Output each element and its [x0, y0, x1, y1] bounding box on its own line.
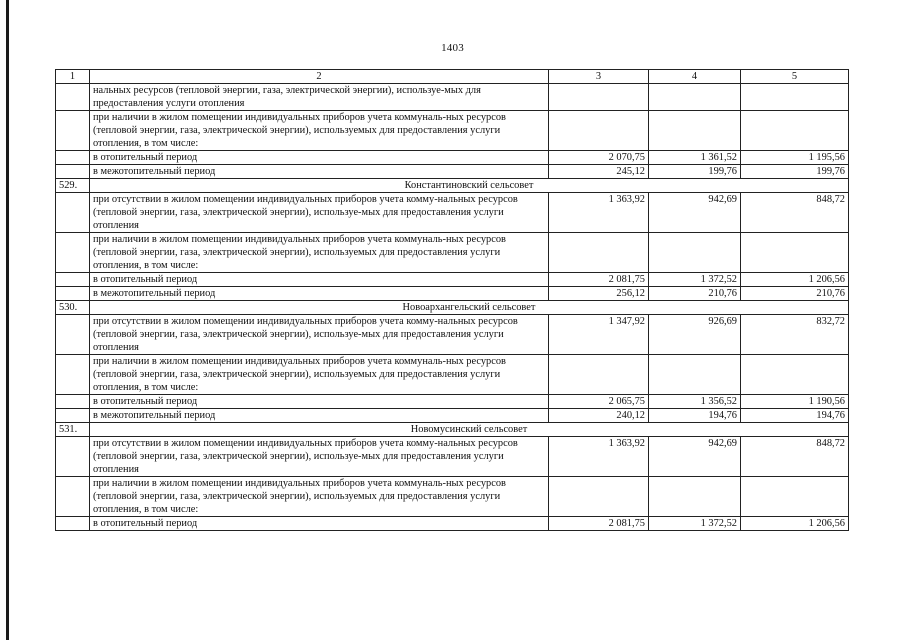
- value-cell-col3: 1 347,92: [549, 315, 649, 355]
- value-cell-col3: 1 363,92: [549, 193, 649, 233]
- row-index: [56, 315, 90, 355]
- table-row: [56, 287, 849, 301]
- value-cell-col5: 1 195,56: [741, 151, 849, 165]
- value-cell-col3: [549, 111, 649, 151]
- value-cell-col5: 199,76: [741, 165, 849, 179]
- value-cell-col4: 942,69: [649, 437, 741, 477]
- value-cell-col5: 848,72: [741, 193, 849, 233]
- value-cell-col3: 245,12: [549, 165, 649, 179]
- table-row: [56, 84, 849, 111]
- tariff-table: [55, 69, 849, 531]
- row-description: при наличии в жилом помещении индивидуальных приборов учета коммуналь-ных ресурсов (тепловой энергии, газа, электрической энергии), используемых для предоставления услуги отопления, в том числе:: [90, 233, 549, 273]
- value-cell-col5: [741, 84, 849, 111]
- value-cell-col4: 194,76: [649, 409, 741, 423]
- row-description: в отопительный период: [90, 395, 549, 409]
- value-cell-col5: 194,76: [741, 409, 849, 423]
- table-body: [56, 84, 849, 531]
- row-index: [56, 517, 90, 531]
- value-cell-col5: 1 206,56: [741, 273, 849, 287]
- value-cell-col3: 1 363,92: [549, 437, 649, 477]
- value-cell-col5: 848,72: [741, 437, 849, 477]
- value-cell-col3: 2 081,75: [549, 273, 649, 287]
- value-cell-col5: [741, 355, 849, 395]
- value-cell-col5: [741, 111, 849, 151]
- row-index: [56, 233, 90, 273]
- row-description: в отопительный период: [90, 273, 549, 287]
- value-cell-col4: 210,76: [649, 287, 741, 301]
- value-cell-col5: 210,76: [741, 287, 849, 301]
- row-description: при наличии в жилом помещении индивидуальных приборов учета коммуналь-ных ресурсов (тепловой энергии, газа, электрической энергии), используемых для предоставления услуги отопления, в том числе:: [90, 477, 549, 517]
- row-description: при отсутствии в жилом помещении индивидуальных приборов учета комму-нальных ресурсов (тепловой энергии, газа, электрической энергии), используе-мых для предоставления услуги отопления: [90, 437, 549, 477]
- value-cell-col4: 1 372,52: [649, 273, 741, 287]
- row-index: 530.: [56, 301, 90, 315]
- row-index: [56, 151, 90, 165]
- value-cell-col3: 256,12: [549, 287, 649, 301]
- header-cell: 4: [649, 70, 741, 84]
- row-index: [56, 165, 90, 179]
- value-cell-col4: 1 356,52: [649, 395, 741, 409]
- row-index: [56, 395, 90, 409]
- header-cell: 3: [549, 70, 649, 84]
- value-cell-col3: 2 065,75: [549, 395, 649, 409]
- row-description: при отсутствии в жилом помещении индивидуальных приборов учета комму-нальных ресурсов (тепловой энергии, газа, электрической энергии), используе-мых для предоставления услуги отопления: [90, 315, 549, 355]
- table-row: [56, 273, 849, 287]
- header-cell: 2: [90, 70, 549, 84]
- value-cell-col4: 199,76: [649, 165, 741, 179]
- row-description: при наличии в жилом помещении индивидуальных приборов учета коммуналь-ных ресурсов (тепловой энергии, газа, электрической энергии), используемых для предоставления услуги отопления, в том числе:: [90, 355, 549, 395]
- table-row: [56, 355, 849, 395]
- value-cell-col4: 942,69: [649, 193, 741, 233]
- section-title: Новоархангельский сельсовет: [90, 301, 849, 315]
- value-cell-col3: [549, 477, 649, 517]
- row-description: в отопительный период: [90, 151, 549, 165]
- value-cell-col4: [649, 477, 741, 517]
- table-row: [56, 517, 849, 531]
- row-index: [56, 84, 90, 111]
- row-index: [56, 437, 90, 477]
- table-row: [56, 315, 849, 355]
- header-cell: 5: [741, 70, 849, 84]
- table-row: [56, 437, 849, 477]
- value-cell-col4: 1 361,52: [649, 151, 741, 165]
- section-row: [56, 301, 849, 315]
- table-row: [56, 193, 849, 233]
- value-cell-col3: [549, 355, 649, 395]
- row-description: при наличии в жилом помещении индивидуальных приборов учета коммуналь-ных ресурсов (тепловой энергии, газа, электрической энергии), используемых для предоставления услуги отопления, в том числе:: [90, 111, 549, 151]
- row-description: при отсутствии в жилом помещении индивидуальных приборов учета комму-нальных ресурсов (тепловой энергии, газа, электрической энергии), используе-мых для предоставления услуги отопления: [90, 193, 549, 233]
- table-row: [56, 395, 849, 409]
- value-cell-col3: 240,12: [549, 409, 649, 423]
- section-row: [56, 179, 849, 193]
- row-index: [56, 193, 90, 233]
- row-description: нальных ресурсов (тепловой энергии, газа, электрической энергии), используе-мых для предоставления услуги отопления: [90, 84, 549, 111]
- value-cell-col5: 1 206,56: [741, 517, 849, 531]
- value-cell-col5: [741, 233, 849, 273]
- value-cell-col4: [649, 111, 741, 151]
- row-index: [56, 111, 90, 151]
- table-row: [56, 477, 849, 517]
- value-cell-col5: 1 190,56: [741, 395, 849, 409]
- section-title: Новомусинский сельсовет: [90, 423, 849, 437]
- row-description: в отопительный период: [90, 517, 549, 531]
- value-cell-col3: [549, 233, 649, 273]
- header-cell: 1: [56, 70, 90, 84]
- row-index: 529.: [56, 179, 90, 193]
- value-cell-col4: [649, 84, 741, 111]
- row-index: [56, 409, 90, 423]
- value-cell-col5: 832,72: [741, 315, 849, 355]
- row-index: [56, 355, 90, 395]
- table-header-row: [56, 70, 849, 84]
- row-index: [56, 477, 90, 517]
- value-cell-col3: 2 081,75: [549, 517, 649, 531]
- row-index: 531.: [56, 423, 90, 437]
- row-index: [56, 273, 90, 287]
- value-cell-col4: 1 372,52: [649, 517, 741, 531]
- row-description: в межотопительный период: [90, 287, 549, 301]
- row-index: [56, 287, 90, 301]
- value-cell-col5: [741, 477, 849, 517]
- value-cell-col3: 2 070,75: [549, 151, 649, 165]
- value-cell-col3: [549, 84, 649, 111]
- table-row: [56, 233, 849, 273]
- scan-edge-line: [6, 0, 9, 640]
- page-number: 1403: [441, 42, 464, 54]
- value-cell-col4: 926,69: [649, 315, 741, 355]
- section-row: [56, 423, 849, 437]
- table-row: [56, 151, 849, 165]
- row-description: в межотопительный период: [90, 409, 549, 423]
- value-cell-col4: [649, 233, 741, 273]
- table-row: [56, 111, 849, 151]
- section-title: Константиновский сельсовет: [90, 179, 849, 193]
- row-description: в межотопительный период: [90, 165, 549, 179]
- table-row: [56, 165, 849, 179]
- table-row: [56, 409, 849, 423]
- value-cell-col4: [649, 355, 741, 395]
